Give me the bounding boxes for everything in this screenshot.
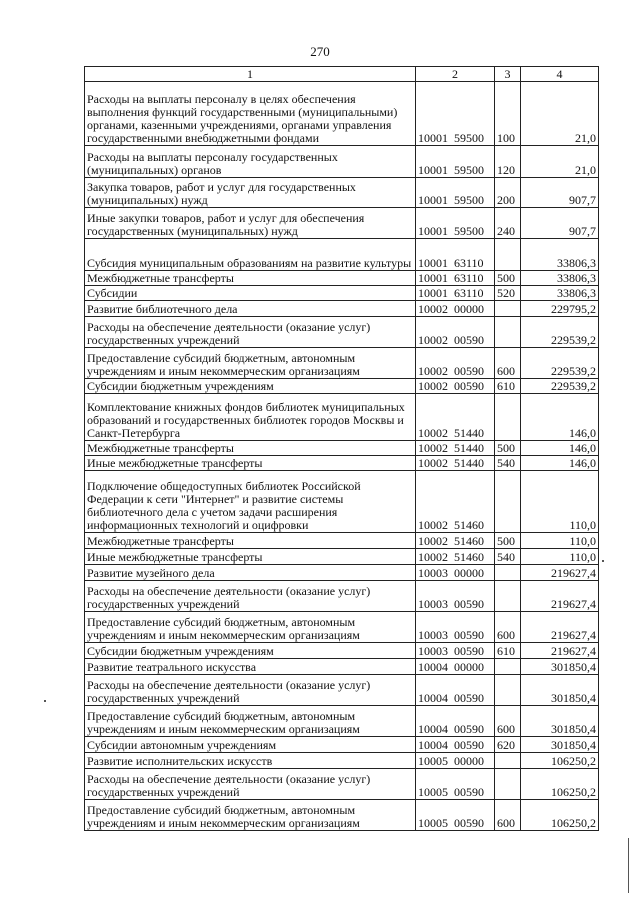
row-code: 10002 51460 [416,549,495,565]
column-header-name: 1 [85,67,416,82]
table-row [85,286,599,301]
row-name: Субсидии автономным учреждениям [85,737,416,753]
row-sum: 146,0 [521,441,599,456]
table-row [85,301,599,317]
row-name: Иные закупки товаров, работ и услуг для обеспечения государственных (муниципальных) нужд [85,208,416,239]
row-code: 10001 63110 [416,286,495,301]
row-code: 10003 00590 [416,581,495,612]
row-sum: 907,7 [521,178,599,208]
row-type: 500 [495,441,521,456]
row-name: Межбюджетные трансферты [85,533,416,549]
row-type [495,471,521,533]
row-type [495,581,521,612]
row-name: Субсидия муниципальным образованиям на развитие культуры [85,239,416,271]
row-sum: 146,0 [521,456,599,471]
row-sum: 229795,2 [521,301,599,317]
row-code: 10001 59500 [416,208,495,239]
row-code: 10001 59500 [416,82,495,146]
row-sum: 21,0 [521,82,599,146]
row-name: Субсидии бюджетным учреждениям [85,643,416,659]
row-name: Предоставление субсидий бюджетным, автономным учреждениям и иным некоммерческим организациям [85,348,416,379]
row-name: Расходы на обеспечение деятельности (оказание услуг) государственных учреждений [85,317,416,348]
row-code: 10003 00000 [416,565,495,581]
row-sum: 907,7 [521,208,599,239]
row-type: 600 [495,348,521,379]
row-sum: 229539,2 [521,317,599,348]
row-sum: 110,0 [521,533,599,549]
row-name: Предоставление субсидий бюджетным, автономным учреждениям и иным некоммерческим организациям [85,800,416,831]
row-code: 10002 00000 [416,301,495,317]
row-name: Межбюджетные трансферты [85,271,416,286]
row-name: Развитие библиотечного дела [85,301,416,317]
table-row [85,643,599,659]
row-type: 600 [495,706,521,737]
row-type: 500 [495,271,521,286]
row-sum: 106250,2 [521,769,599,800]
table-row [85,146,599,178]
row-code: 10002 51440 [416,441,495,456]
row-type [495,239,521,271]
row-code: 10004 00000 [416,659,495,675]
row-sum: 21,0 [521,146,599,178]
row-name: Закупка товаров, работ и услуг для государственных (муниципальных) нужд [85,178,416,208]
row-type [495,659,521,675]
row-code: 10002 51460 [416,471,495,533]
row-type: 540 [495,456,521,471]
table-row [85,581,599,612]
row-name: Предоставление субсидий бюджетным, автономным учреждениям и иным некоммерческим организациям [85,612,416,643]
row-type [495,317,521,348]
row-type [495,753,521,769]
column-header-type: 3 [495,67,521,82]
row-type: 200 [495,178,521,208]
row-sum: 219627,4 [521,565,599,581]
row-name: Расходы на обеспечение деятельности (оказание услуг) государственных учреждений [85,769,416,800]
column-header-code: 2 [416,67,495,82]
row-code: 10002 51460 [416,533,495,549]
row-code: 10005 00590 [416,800,495,831]
table-body [85,82,599,831]
table-row [85,565,599,581]
table-row [85,348,599,379]
row-sum: 106250,2 [521,800,599,831]
row-code: 10001 63110 [416,239,495,271]
row-code: 10004 00590 [416,706,495,737]
table-row [85,82,599,146]
row-code: 10005 00000 [416,753,495,769]
row-code: 10002 00590 [416,379,495,394]
row-name: Иные межбюджетные трансферты [85,549,416,565]
row-type: 600 [495,612,521,643]
row-sum: 33806,3 [521,271,599,286]
row-type: 610 [495,379,521,394]
row-sum: 219627,4 [521,612,599,643]
row-type: 240 [495,208,521,239]
scan-mark [628,838,629,893]
column-header-sum: 4 [521,67,599,82]
row-name: Расходы на обеспечение деятельности (оказание услуг) государственных учреждений [85,581,416,612]
row-code: 10002 00590 [416,317,495,348]
row-sum: 146,0 [521,394,599,441]
row-type: 120 [495,146,521,178]
table-row [85,271,599,286]
row-code: 10002 51440 [416,394,495,441]
row-sum: 33806,3 [521,239,599,271]
row-code: 10002 51440 [416,456,495,471]
row-name: Комплектование книжных фондов библиотек муниципальных образований и государственных библиотек городов Москвы и Санкт-Петербурга [85,394,416,441]
table-row [85,471,599,533]
row-name: Расходы на выплаты персоналу государственных (муниципальных) органов [85,146,416,178]
table-row [85,549,599,565]
row-sum: 110,0 [521,549,599,565]
row-code: 10001 59500 [416,178,495,208]
table-row [85,317,599,348]
row-sum: 229539,2 [521,348,599,379]
row-name: Развитие театрального искусства [85,659,416,675]
row-name: Расходы на выплаты персоналу в целях обеспечения выполнения функций государственными (муниципальными) органами, казенными учреждениями, органами управления государственными внебюджетными фондами [85,82,416,146]
row-code: 10003 00590 [416,612,495,643]
row-code: 10001 63110 [416,271,495,286]
row-code: 10002 00590 [416,348,495,379]
row-type [495,301,521,317]
row-type: 500 [495,533,521,549]
table-row [85,394,599,441]
table-row [85,456,599,471]
table-row [85,208,599,239]
row-sum: 301850,4 [521,675,599,706]
table-row [85,753,599,769]
row-code: 10001 59500 [416,146,495,178]
row-code: 10004 00590 [416,737,495,753]
row-name: Межбюджетные трансферты [85,441,416,456]
row-code: 10003 00590 [416,643,495,659]
table-row [85,800,599,831]
table-header-row [85,67,599,82]
row-type [495,565,521,581]
row-type [495,769,521,800]
scan-mark [602,560,604,562]
table-row [85,441,599,456]
table-row [85,675,599,706]
table-row [85,239,599,271]
table-row [85,533,599,549]
row-type [495,675,521,706]
row-sum: 229539,2 [521,379,599,394]
table-row [85,178,599,208]
row-name: Развитие исполнительских искусств [85,753,416,769]
row-sum: 110,0 [521,471,599,533]
row-name: Субсидии бюджетным учреждениям [85,379,416,394]
row-type: 620 [495,737,521,753]
row-name: Подключение общедоступных библиотек Российской Федерации к сети "Интернет" и развитие системы библиотечного дела с учетом задачи расширения информационных технологий и оцифровки [85,471,416,533]
row-sum: 301850,4 [521,706,599,737]
row-sum: 219627,4 [521,581,599,612]
row-name: Предоставление субсидий бюджетным, автономным учреждениям и иным некоммерческим организациям [85,706,416,737]
row-type: 520 [495,286,521,301]
row-name: Иные межбюджетные трансферты [85,456,416,471]
table-row [85,706,599,737]
row-type: 610 [495,643,521,659]
row-name: Субсидии [85,286,416,301]
row-code: 10004 00590 [416,675,495,706]
table-row [85,379,599,394]
row-name: Развитие музейного дела [85,565,416,581]
row-sum: 219627,4 [521,643,599,659]
row-sum: 33806,3 [521,286,599,301]
row-name: Расходы на обеспечение деятельности (оказание услуг) государственных учреждений [85,675,416,706]
table-row [85,737,599,753]
row-sum: 301850,4 [521,659,599,675]
table-row [85,612,599,643]
budget-table [84,66,599,831]
row-type: 540 [495,549,521,565]
row-sum: 106250,2 [521,753,599,769]
scan-mark [44,700,46,702]
page-number: 270 [310,44,330,59]
row-sum: 301850,4 [521,737,599,753]
row-type [495,394,521,441]
table-row [85,659,599,675]
row-code: 10005 00590 [416,769,495,800]
row-type: 600 [495,800,521,831]
row-type: 100 [495,82,521,146]
table-row [85,769,599,800]
